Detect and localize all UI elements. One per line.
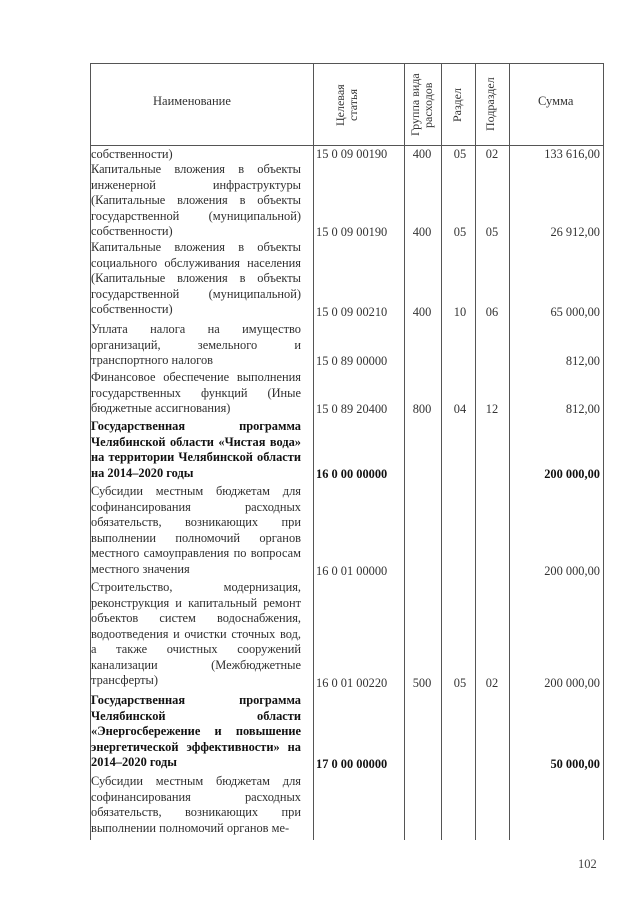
row-code: 16 0 01 00000: [316, 564, 388, 578]
row-amount: 200 000,00: [544, 676, 600, 690]
row-code: 15 0 09 00190: [316, 225, 388, 239]
row-code: 15 0 89 20400: [316, 402, 388, 416]
row-subsection: 05: [485, 225, 499, 239]
col-divider-2: [404, 63, 405, 840]
header-target-article: Целевая статья: [333, 84, 360, 126]
row-name: Государственная программа Челябинской области «Энергосбережение и повышение энергетической эффективности» на 2014–2020 годы: [91, 693, 301, 769]
header-section: Раздел: [450, 88, 464, 122]
row-name: Государственная программа Челябинской области «Чистая вода» на территории Челябинской области на 2014–2020 годы: [91, 419, 301, 480]
table-right-border: [603, 63, 604, 840]
row-amount: 200 000,00: [544, 564, 600, 578]
col-divider-3: [441, 63, 442, 840]
row-name: Финансовое обеспечение выполнения государственных функций (Иные бюджетные ассигнования): [91, 370, 301, 415]
row-code: 17 0 00 00000: [316, 757, 388, 771]
row-code: 15 0 09 00190: [316, 147, 388, 161]
row-code: 16 0 01 00220: [316, 676, 388, 690]
page-number: 102: [578, 857, 597, 871]
row-section: 05: [453, 676, 467, 690]
col-divider-4: [475, 63, 476, 840]
row-name: Уплата налога на имущество организаций, земельного и транспортного налогов: [91, 322, 301, 367]
row-name: Капитальные вложения в объекты социального обслуживания населения (Капитальные вложения в объекты государственной (муниципальной) собственности): [91, 240, 301, 316]
header-subsection: Подраздел: [483, 77, 497, 131]
row-group: 400: [412, 305, 432, 319]
row-code: 15 0 89 00000: [316, 354, 388, 368]
col-divider-1: [313, 63, 314, 840]
row-section: 10: [453, 305, 467, 319]
row-subsection: 02: [485, 676, 499, 690]
table-top-border: [90, 63, 604, 64]
header-expense-group: Группа вида расходов: [408, 73, 435, 137]
row-name: Субсидии местным бюджетам для софинансирования расходных обязательств, возникающих при выполнении полномочий органов местного самоуправления по вопросам местного значения: [91, 484, 301, 576]
row-code: 15 0 09 00210: [316, 305, 388, 319]
row-group: 400: [412, 225, 432, 239]
header-name: Наименование: [153, 94, 231, 108]
row-subsection: 12: [485, 402, 499, 416]
row-amount: 26 912,00: [550, 225, 600, 239]
row-amount: 200 000,00: [544, 467, 600, 481]
row-amount: 812,00: [565, 354, 600, 368]
row-amount: 50 000,00: [550, 757, 600, 771]
row-subsection: 02: [485, 147, 499, 161]
row-name: Строительство, модернизация, реконструкция и капитальный ремонт объектов систем водоснабжения, водоотведения и очистки сточных вод, а также очистных сооружений канализации (Межбюджетные трансферты): [91, 580, 301, 687]
row-name: Субсидии местным бюджетам для софинансирования расходных обязательств, возникающих при выполнении полномочий органов ме-: [91, 774, 301, 835]
row-name: Капитальные вложения в объекты инженерной инфраструктуры (Капитальные вложения в объекты государственной (муниципальной) собственности): [91, 162, 301, 238]
row-group: 500: [412, 676, 432, 690]
header-amount: Сумма: [538, 94, 574, 108]
row-section: 04: [453, 402, 467, 416]
row-amount: 812,00: [565, 402, 600, 416]
row-name: собственности): [91, 147, 173, 161]
col-divider-5: [509, 63, 510, 840]
row-group: 400: [412, 147, 432, 161]
row-amount: 133 616,00: [544, 147, 600, 161]
row-section: 05: [453, 147, 467, 161]
row-subsection: 06: [485, 305, 499, 319]
header-bottom-border: [90, 145, 604, 146]
row-amount: 65 000,00: [550, 305, 600, 319]
row-group: 800: [412, 402, 432, 416]
row-code: 16 0 00 00000: [316, 467, 388, 481]
row-section: 05: [453, 225, 467, 239]
